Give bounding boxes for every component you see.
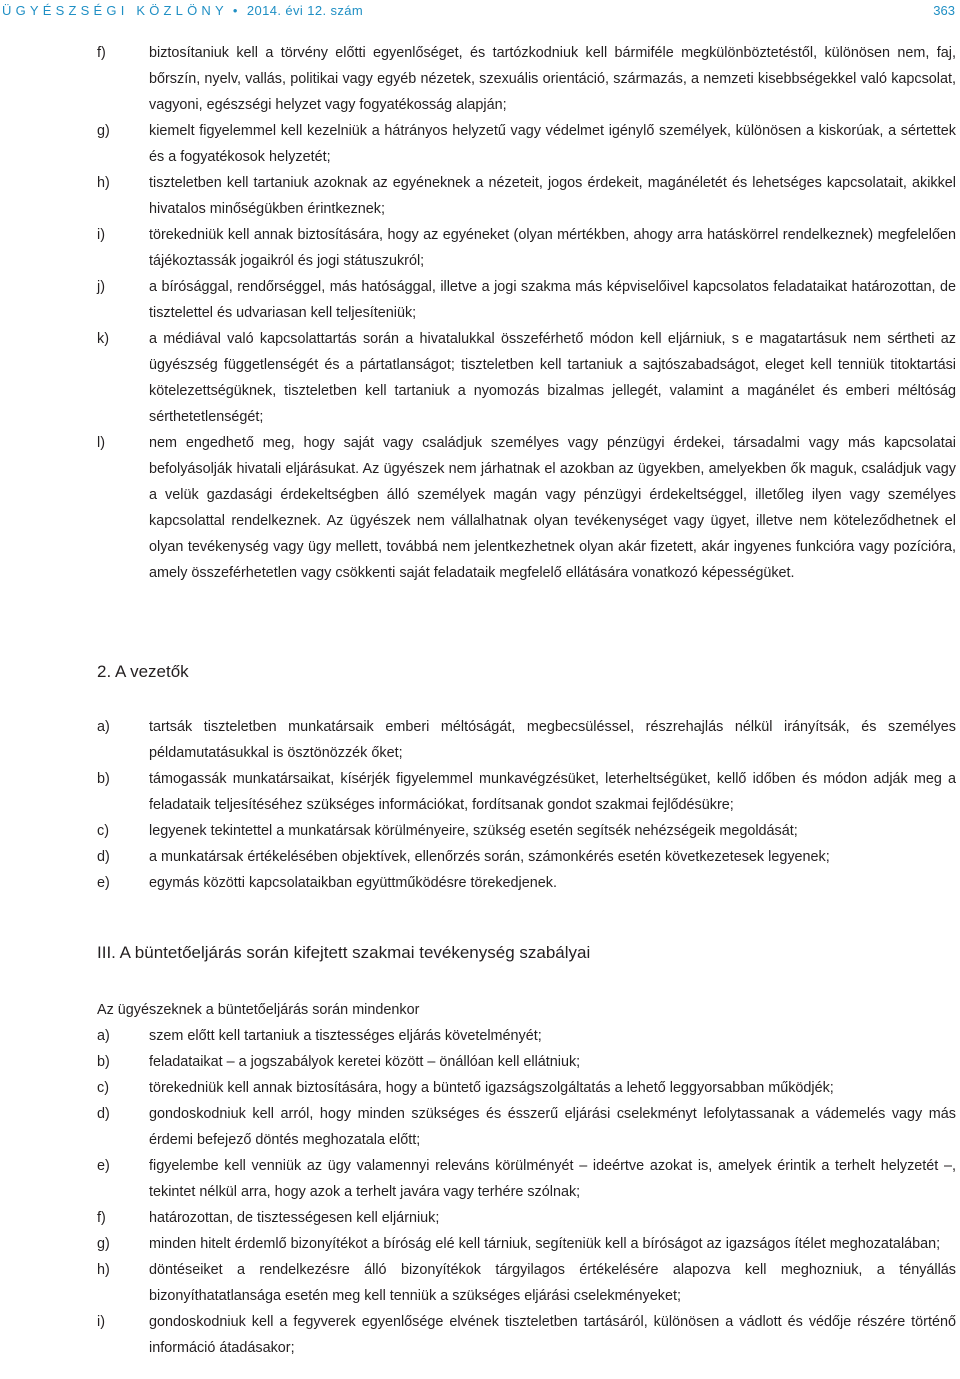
list-item (0, 870, 960, 896)
item-text: minden hitelt érdemlő bizonyítékot a bíróság elé kell tárniuk, segíteniük kell a bíróságot az igazságos ítélet meghozatalában; (149, 1236, 941, 1252)
item-marker: j) (97, 279, 105, 295)
item-marker: c) (97, 823, 109, 839)
item-text: támogassák munkatársaikat, kísérjék figyelemmel munkavégzésüket, leterheltségüket, kellő időben és módon adják meg a feladataik teljesítéséhez szükséges információkat, fordítsanak gondot szakmai fejlődésükre; (149, 771, 956, 813)
item-text: a médiával való kapcsolattartás során a hivatalukkal összeférhető módon kell eljárniuk, s e magatartásuk nem sértheti az ügyészség függetlenségét és a pártatlanságot; tiszteletben kell tartaniuk a sajtószabadságot, eleget kell tenniük titoktartási kötelezettségüknek, tiszteletben kell tartaniuk a nyomozás bizalmas jellegét, valamint a magánélet és emberi méltóság sérthetetlenségét; (149, 331, 956, 425)
running-head (2, 3, 363, 18)
list-item (0, 170, 960, 222)
item-marker: a) (97, 719, 110, 735)
item-text: a munkatársak értékelésében objektívek, ellenőrzés során, számonkérés esetén következetesek legyenek; (149, 849, 830, 865)
criminal-procedure-list (0, 1023, 960, 1361)
list-item (0, 714, 960, 766)
item-text: határozottan, de tisztességesen kell eljárniuk; (149, 1210, 440, 1226)
list-item (0, 430, 960, 586)
section-heading-criminal-procedure: III. A büntetőeljárás során kifejtett szakmai tevékenység szabályai (97, 943, 591, 962)
item-text: egymás közötti kapcsolataikban együttműködésre törekedjenek. (149, 875, 557, 891)
journal-title: ÜGYÉSZSÉGI KÖZLÖNY (2, 3, 228, 18)
item-marker: a) (97, 1028, 110, 1044)
item-marker: k) (97, 331, 109, 347)
item-marker: i) (97, 1314, 105, 1330)
list-item (0, 818, 960, 844)
item-marker: e) (97, 1158, 110, 1174)
item-text: biztosítaniuk kell a törvény előtti egyenlőséget, és tartózkodniuk kell bármiféle megkülönböztetéstől, különösen nem, faj, bőrszín, nyelv, vallás, politikai vagy egyéb nézetek, szexuális orientáció, származás, a nemzeti kisebbségekkel való kapcsolat, vagyoni, egészségi helyzet vagy fogyatékosság alapján; (149, 45, 956, 113)
list-item (0, 1075, 960, 1101)
item-marker: d) (97, 1106, 110, 1122)
item-text: tiszteletben kell tartaniuk azoknak az egyéneknek a nézeteit, jogos érdekeit, magánéletét és lehetséges kapcsolatait, akikkel hivatalos minőségükben érintkeznek; (149, 175, 956, 217)
list-item (0, 1049, 960, 1075)
section-heading-leaders: 2. A vezetők (97, 662, 189, 681)
item-text: törekedniük kell annak biztosítására, hogy a büntető igazságszolgáltatás a lehető leggyorsabban működjék; (149, 1080, 834, 1096)
item-text: legyenek tekintettel a munkatársak körülményeire, szükség esetén segítsék nehézségeik megoldását; (149, 823, 798, 839)
item-marker: e) (97, 875, 110, 891)
list-item (0, 222, 960, 274)
item-marker: f) (97, 45, 106, 61)
item-marker: h) (97, 175, 110, 191)
section-intro: Az ügyészeknek a büntetőeljárás során mindenkor (97, 1002, 420, 1018)
list-item (0, 844, 960, 870)
item-text: döntéseiket a rendelkezésre álló bizonyítékok tárgyilagos értékelésére alapozva kell meghozniuk, a tényállás bizonyíthatatlansága esetén meg kell tenniük a szükséges eljárási cselekményeket; (149, 1262, 956, 1304)
item-text: szem előtt kell tartaniuk a tisztességes eljárás követelményét; (149, 1028, 542, 1044)
list-item (0, 118, 960, 170)
item-marker: i) (97, 227, 105, 243)
issue-label: 2014. évi 12. szám (246, 3, 364, 18)
list-item (0, 274, 960, 326)
item-text: törekedniük kell annak biztosítására, hogy az egyéneket (olyan mértékben, ahogy arra hatáskörrel rendelkeznek) megfelelően tájékoztassák jogaikról és jogi státuszukról; (149, 227, 956, 269)
item-marker: h) (97, 1262, 110, 1278)
list-item (0, 40, 960, 118)
page-number: 363 (933, 3, 955, 18)
item-text: nem engedhető meg, hogy saját vagy családjuk személyes vagy pénzügyi érdekei, társadalmi vagy más kapcsolatai befolyásolják hivatali eljárásukat. Az ügyészek nem járhatnak el azokban az ügyekben, amelyekben ők maguk, családjuk vagy a velük gazdasági érdekeltségben álló személyek magán vagy pénzügyi érdekeltséggel, illetőleg ilyen vagy személyes kapcsolattal rendelkeznek. Az ügyészek nem vállalhatnak olyan tevékenységet vagy ügyet, illetve nem köteleződhetnek el olyan tevékenység vagy ügy mellett, továbbá nem jelentkezhetnek olyan akár fizetett, akár ingyenes funkcióra vagy pozícióra, amely összeférhetetlen vagy csökkenti saját feladataik megfelelő ellátására vonatkozó képességüket. (149, 435, 956, 581)
item-text: gondoskodniuk kell arról, hogy minden szükséges és ésszerű eljárási cselekményt lefolytassanak a vádemelés vagy más érdemi befejező döntés meghozatala előtt; (149, 1106, 956, 1148)
item-marker: g) (97, 1236, 110, 1252)
item-marker: f) (97, 1210, 106, 1226)
list-item (0, 1153, 960, 1205)
item-text: kiemelt figyelemmel kell kezelniük a hátrányos helyzetű vagy védelmet igénylő személyek, különösen a kiskorúak, a sértettek és a fogyatékosok helyzetét; (149, 123, 956, 165)
page-header (0, 0, 960, 24)
item-marker: l) (97, 435, 105, 451)
leaders-list (0, 714, 960, 896)
item-text: tartsák tiszteletben munkatársaik emberi méltóságát, megbecsüléssel, részrehajlás nélkül irányítsák, és személyes példamutatásukkal is ösztönözzék őket; (149, 719, 956, 761)
item-marker: g) (97, 123, 110, 139)
list-item (0, 1023, 960, 1049)
list-continued (0, 40, 960, 586)
header-separator: • (232, 3, 238, 18)
item-marker: b) (97, 771, 110, 787)
list-item (0, 1257, 960, 1309)
list-item (0, 1205, 960, 1231)
list-item (0, 1101, 960, 1153)
item-marker: c) (97, 1080, 109, 1096)
item-text: a bírósággal, rendőrséggel, más hatósággal, illetve a jogi szakma más képviselőivel kapcsolatos feladataikat határozottan, de tisztelettel és udvariasan kell teljesíteniük; (149, 279, 956, 321)
list-item (0, 1231, 960, 1257)
item-text: feladataikat – a jogszabályok keretei között – önállóan kell ellátniuk; (149, 1054, 581, 1070)
item-text: gondoskodniuk kell a fegyverek egyenlősége elvének tiszteletben tartásáról, különösen a vádlott és védője részére történő információ átadásakor; (149, 1314, 956, 1356)
item-text: figyelembe kell venniük az ügy valamennyi releváns körülményét – ideértve azokat is, amelyek érintik a terhelt helyzetét –, tekintet nélkül arra, hogy azok a terhelt javára vagy terhére szólnak; (149, 1158, 956, 1200)
list-item (0, 766, 960, 818)
list-item (0, 1309, 960, 1361)
item-marker: d) (97, 849, 110, 865)
list-item (0, 326, 960, 430)
item-marker: b) (97, 1054, 110, 1070)
